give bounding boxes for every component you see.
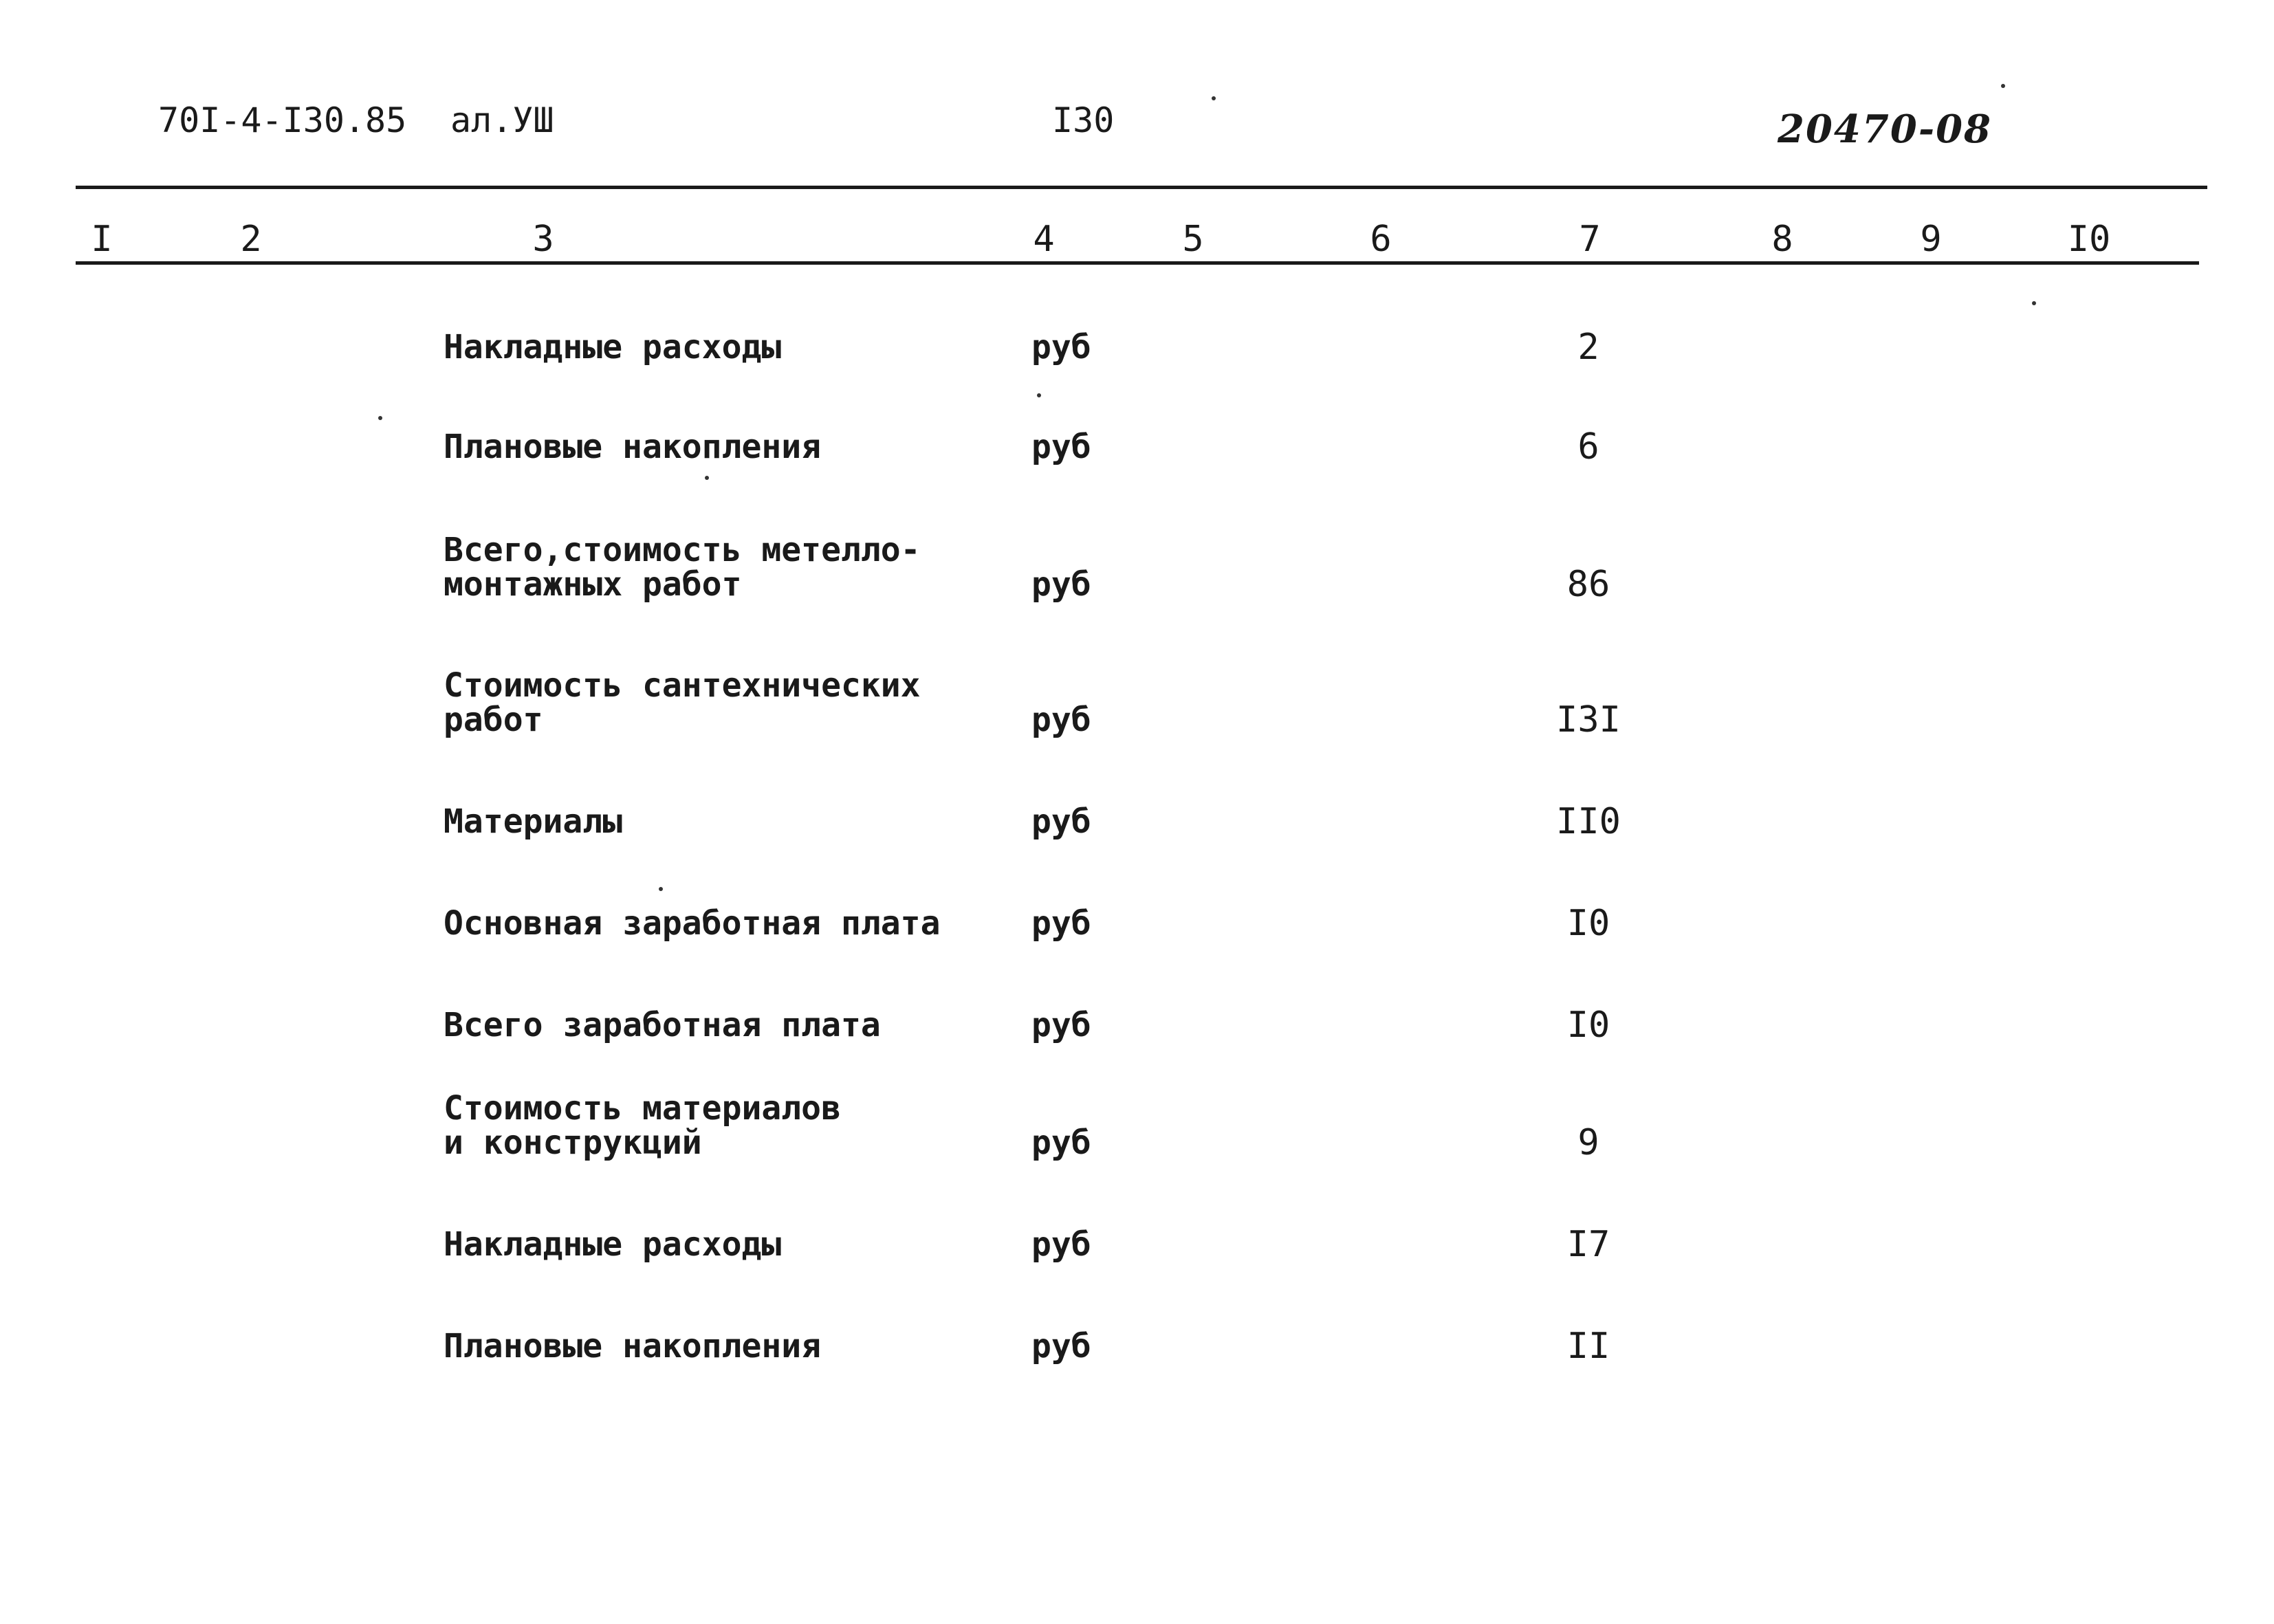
row-value-text: 86 xyxy=(1566,564,1610,605)
handwritten-number: 20470-08 xyxy=(1778,107,1992,152)
row-value-text: II0 xyxy=(1556,801,1621,842)
row-value-text: I3I xyxy=(1556,699,1621,740)
column-number-9: 9 xyxy=(1920,219,1942,260)
page-number: I30 xyxy=(1052,100,1115,140)
column-number-4: 4 xyxy=(1033,219,1055,260)
row-label: Всего,стоимость метелло- монтажных работ xyxy=(444,531,921,604)
column-number-1: I xyxy=(91,219,113,260)
row-value-text: 6 xyxy=(1577,426,1599,468)
scan-speck xyxy=(1212,96,1216,100)
scan-speck xyxy=(705,476,709,480)
column-number-3: 3 xyxy=(532,219,554,260)
scan-speck xyxy=(2001,84,2005,88)
scan-speck xyxy=(378,416,382,420)
column-number-10: I0 xyxy=(2067,219,2111,260)
row-unit: руб xyxy=(1031,701,1091,739)
column-number-7: 7 xyxy=(1579,219,1601,260)
column-number-5: 5 xyxy=(1182,219,1204,260)
row-label: Стоимость материалов и конструкций xyxy=(444,1089,841,1162)
row-value-text: II xyxy=(1566,1326,1610,1367)
row-label: Плановые накопления xyxy=(444,1327,822,1365)
row-value-text: I7 xyxy=(1566,1224,1610,1265)
row-unit: руб xyxy=(1031,904,1091,943)
document-code: 70I-4-I30.85 xyxy=(158,100,407,140)
row-unit: руб xyxy=(1031,1123,1091,1162)
row-value-text: I0 xyxy=(1566,903,1610,944)
row-unit: руб xyxy=(1031,1225,1091,1264)
scan-speck xyxy=(2032,301,2036,305)
column-number-6: 6 xyxy=(1370,219,1392,260)
row-unit: руб xyxy=(1031,428,1091,466)
scan-speck xyxy=(659,887,663,891)
column-number-8: 8 xyxy=(1771,219,1793,260)
row-unit: руб xyxy=(1031,328,1091,366)
row-value-text: I0 xyxy=(1566,1005,1610,1046)
row-label: Накладные расходы xyxy=(444,1225,782,1264)
scan-speck xyxy=(1037,393,1041,397)
row-value-text: 9 xyxy=(1577,1122,1599,1163)
table-header-rule xyxy=(76,261,2199,265)
row-label: Основная заработная плата xyxy=(444,904,941,943)
sheet-designation: ал.УШ xyxy=(450,100,554,140)
row-value-text: 2 xyxy=(1577,327,1599,368)
row-label: Плановые накопления xyxy=(444,428,822,466)
row-label: Накладные расходы xyxy=(444,328,782,366)
row-label: Всего заработная плата xyxy=(444,1006,881,1044)
row-unit: руб xyxy=(1031,1006,1091,1044)
table-top-rule xyxy=(76,186,2207,189)
row-label: Стоимость сантехнических работ xyxy=(444,666,921,739)
row-unit: руб xyxy=(1031,802,1091,841)
row-unit: руб xyxy=(1031,565,1091,604)
column-number-2: 2 xyxy=(240,219,262,260)
row-unit: руб xyxy=(1031,1327,1091,1365)
row-label: Материалы xyxy=(444,802,623,841)
